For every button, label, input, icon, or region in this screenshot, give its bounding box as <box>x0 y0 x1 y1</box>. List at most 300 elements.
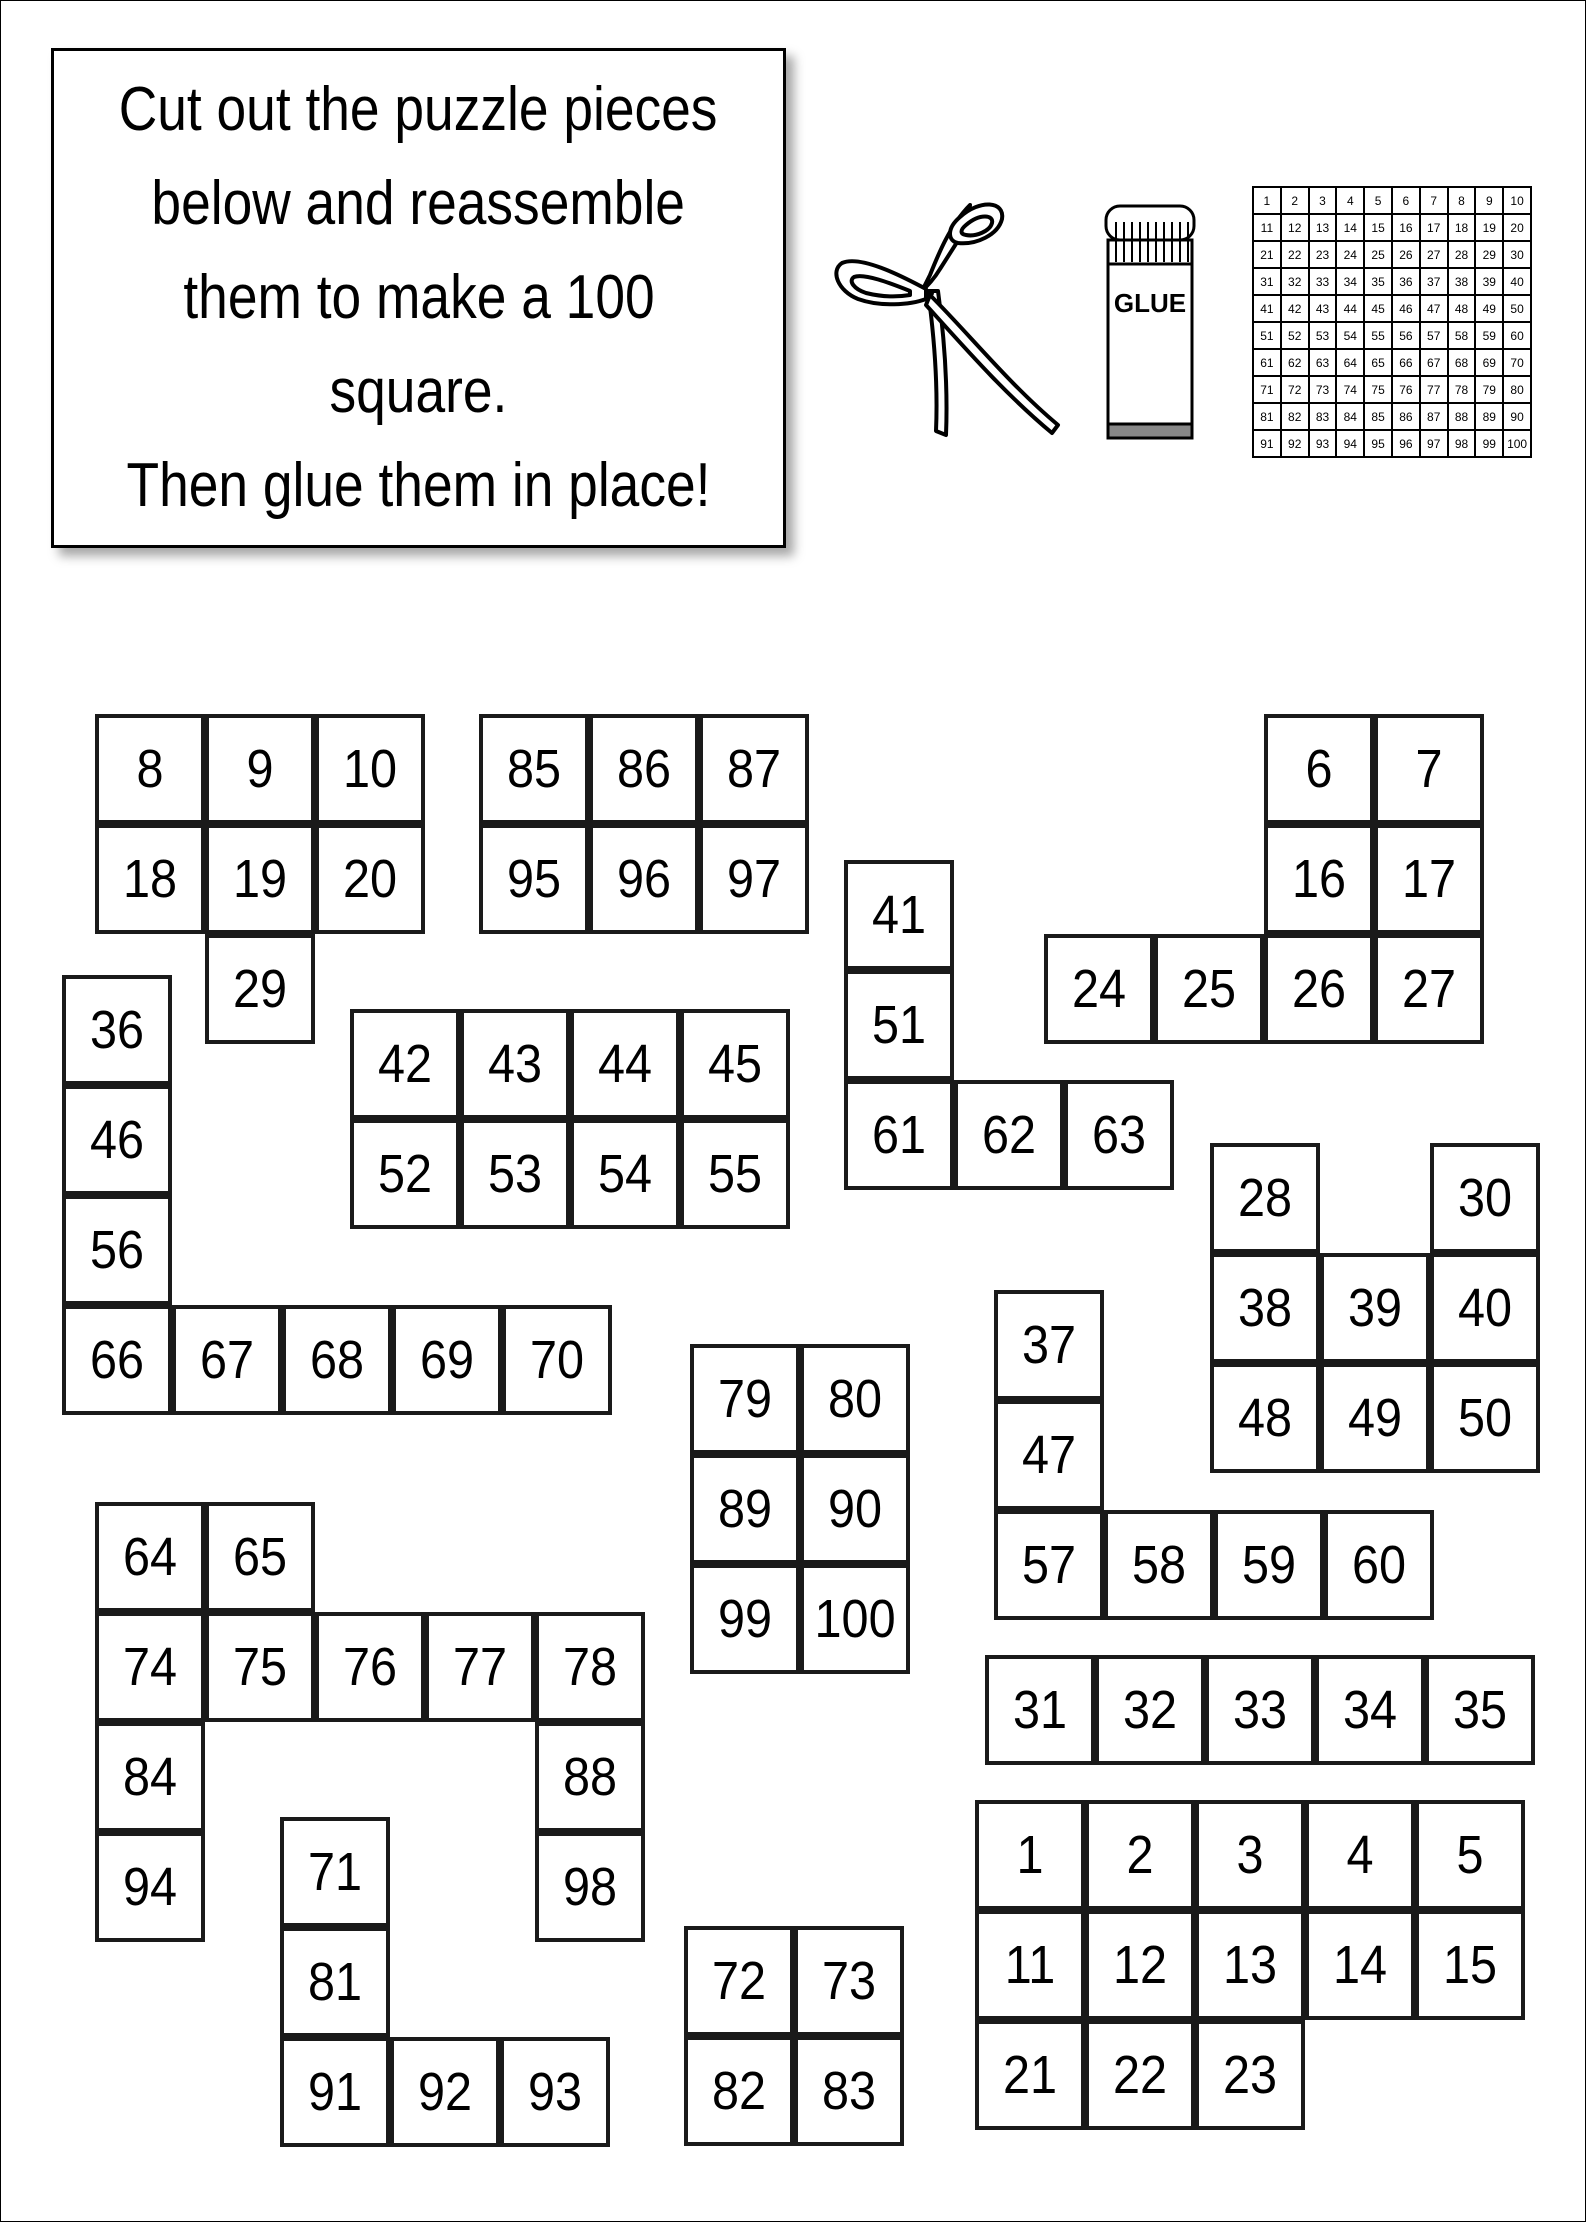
puzzle-cell <box>390 2037 500 2147</box>
mini-cell: 4 <box>1336 187 1364 214</box>
mini-cell: 83 <box>1309 403 1337 430</box>
puzzle-cell <box>690 1344 800 1454</box>
puzzle-cell <box>1195 2020 1305 2130</box>
puzzle-cell-number: 38 <box>1237 1278 1293 1338</box>
puzzle-cell-number: 97 <box>726 849 782 909</box>
puzzle-cell <box>800 1564 910 1674</box>
puzzle-cell-number: 77 <box>452 1637 508 1697</box>
puzzle-cell-number: 6 <box>1305 739 1333 799</box>
puzzle-cell <box>205 714 315 824</box>
puzzle-cell-number: 68 <box>309 1330 365 1390</box>
mini-cell: 16 <box>1392 214 1420 241</box>
puzzle-cell-number: 33 <box>1232 1680 1288 1740</box>
puzzle-cell <box>460 1119 570 1229</box>
puzzle-cell-number: 46 <box>89 1110 145 1170</box>
mini-cell: 62 <box>1281 349 1309 376</box>
mini-cell: 20 <box>1503 214 1531 241</box>
mini-cell: 59 <box>1475 322 1503 349</box>
puzzle-cell-number: 74 <box>122 1637 178 1697</box>
puzzle-cell <box>282 1305 392 1415</box>
puzzle-cell-number: 19 <box>232 849 288 909</box>
mini-cell: 10 <box>1503 187 1531 214</box>
puzzle-cell-number: 78 <box>562 1637 618 1697</box>
puzzle-cell <box>1195 1800 1305 1910</box>
mini-cell: 88 <box>1448 403 1476 430</box>
puzzle-cell <box>1315 1655 1425 1765</box>
puzzle-cell <box>1415 1910 1525 2020</box>
mini-cell: 94 <box>1336 430 1364 457</box>
mini-cell: 6 <box>1392 187 1420 214</box>
puzzle-cell-number: 27 <box>1401 959 1457 1019</box>
mini-cell: 5 <box>1364 187 1392 214</box>
puzzle-cell-number: 84 <box>122 1747 178 1807</box>
instruction-line: Cut out the puzzle pieces <box>119 75 718 144</box>
mini-cell: 66 <box>1392 349 1420 376</box>
mini-cell: 82 <box>1281 403 1309 430</box>
mini-cell: 38 <box>1448 268 1476 295</box>
puzzle-cell <box>280 1927 390 2037</box>
mini-cell: 90 <box>1503 403 1531 430</box>
mini-cell: 75 <box>1364 376 1392 403</box>
puzzle-cell-number: 86 <box>616 739 672 799</box>
mini-cell: 86 <box>1392 403 1420 430</box>
puzzle-cell <box>1195 1910 1305 2020</box>
puzzle-cell-number: 3 <box>1236 1825 1264 1885</box>
mini-cell: 84 <box>1336 403 1364 430</box>
mini-cell: 19 <box>1475 214 1503 241</box>
mini-cell: 27 <box>1420 241 1448 268</box>
puzzle-cell <box>699 824 809 934</box>
mini-cell: 91 <box>1253 430 1281 457</box>
puzzle-cell <box>1415 1800 1525 1910</box>
puzzle-cell <box>315 714 425 824</box>
puzzle-cell <box>975 2020 1085 2130</box>
mini-cell: 89 <box>1475 403 1503 430</box>
puzzle-cell <box>1064 1080 1174 1190</box>
scissors-icon <box>830 195 1070 455</box>
puzzle-cell-number: 30 <box>1457 1168 1513 1228</box>
mini-cell: 81 <box>1253 403 1281 430</box>
puzzle-cell-number: 44 <box>597 1034 653 1094</box>
puzzle-cell <box>1430 1253 1540 1363</box>
puzzle-cell <box>460 1009 570 1119</box>
mini-cell: 3 <box>1309 187 1337 214</box>
puzzle-cell <box>680 1009 790 1119</box>
mini-cell: 42 <box>1281 295 1309 322</box>
mini-cell: 14 <box>1336 214 1364 241</box>
puzzle-cell-number: 42 <box>377 1034 433 1094</box>
mini-cell: 63 <box>1309 349 1337 376</box>
puzzle-cell-number: 47 <box>1021 1425 1077 1485</box>
puzzle-cell-number: 25 <box>1181 959 1237 1019</box>
puzzle-cell-number: 17 <box>1401 849 1457 909</box>
mini-cell: 76 <box>1392 376 1420 403</box>
puzzle-cell <box>479 824 589 934</box>
puzzle-cell <box>680 1119 790 1229</box>
puzzle-cell-number: 45 <box>707 1034 763 1094</box>
mini-cell: 51 <box>1253 322 1281 349</box>
mini-cell: 31 <box>1253 268 1281 295</box>
puzzle-cell <box>392 1305 502 1415</box>
puzzle-cell <box>1320 1363 1430 1473</box>
puzzle-cell-number: 12 <box>1112 1935 1168 1995</box>
puzzle-cell <box>425 1612 535 1722</box>
puzzle-cell <box>500 2037 610 2147</box>
mini-cell: 72 <box>1281 376 1309 403</box>
puzzle-cell-number: 13 <box>1222 1935 1278 1995</box>
puzzle-cell <box>1085 1800 1195 1910</box>
puzzle-cell <box>1264 824 1374 934</box>
mini-cell: 32 <box>1281 268 1309 295</box>
puzzle-cell-number: 92 <box>417 2062 473 2122</box>
puzzle-cell <box>1085 1910 1195 2020</box>
mini-cell: 7 <box>1420 187 1448 214</box>
puzzle-cell-number: 59 <box>1241 1535 1297 1595</box>
puzzle-cell <box>62 975 172 1085</box>
puzzle-cell <box>280 1817 390 1927</box>
puzzle-cell <box>589 714 699 824</box>
puzzle-cell <box>1154 934 1264 1044</box>
puzzle-cell-number: 91 <box>307 2062 363 2122</box>
mini-cell: 71 <box>1253 376 1281 403</box>
puzzle-cell-number: 62 <box>981 1105 1037 1165</box>
puzzle-cell-number: 51 <box>871 995 927 1055</box>
puzzle-cell <box>844 860 954 970</box>
puzzle-cell <box>350 1119 460 1229</box>
puzzle-cell <box>172 1305 282 1415</box>
mini-cell: 95 <box>1364 430 1392 457</box>
puzzle-cell-number: 60 <box>1351 1535 1407 1595</box>
puzzle-cell <box>684 2036 794 2146</box>
puzzle-cell <box>794 2036 904 2146</box>
puzzle-cell <box>1085 2020 1195 2130</box>
puzzle-cell-number: 49 <box>1347 1388 1403 1448</box>
puzzle-cell <box>315 1612 425 1722</box>
puzzle-cell-number: 93 <box>527 2062 583 2122</box>
puzzle-cell-number: 2 <box>1126 1825 1154 1885</box>
puzzle-cell-number: 20 <box>342 849 398 909</box>
puzzle-cell-number: 1 <box>1016 1825 1044 1885</box>
puzzle-cell <box>1324 1510 1434 1620</box>
mini-cell: 45 <box>1364 295 1392 322</box>
puzzle-cell-number: 88 <box>562 1747 618 1807</box>
puzzle-cell <box>535 1832 645 1942</box>
mini-cell: 13 <box>1309 214 1337 241</box>
mini-cell: 69 <box>1475 349 1503 376</box>
puzzle-cell-number: 11 <box>1004 1935 1056 1995</box>
puzzle-cell <box>1264 934 1374 1044</box>
puzzle-cell-number: 34 <box>1342 1680 1398 1740</box>
puzzle-cell <box>62 1305 172 1415</box>
puzzle-cell-number: 87 <box>726 739 782 799</box>
puzzle-cell <box>502 1305 612 1415</box>
mini-cell: 56 <box>1392 322 1420 349</box>
puzzle-cell <box>1374 824 1484 934</box>
puzzle-cell-number: 32 <box>1122 1680 1178 1740</box>
puzzle-cell <box>1214 1510 1324 1620</box>
puzzle-cell-number: 50 <box>1457 1388 1513 1448</box>
puzzle-cell <box>535 1612 645 1722</box>
puzzle-cell-number: 41 <box>871 885 927 945</box>
puzzle-cell <box>690 1564 800 1674</box>
puzzle-cell <box>1320 1253 1430 1363</box>
puzzle-cell-number: 4 <box>1346 1825 1374 1885</box>
mini-cell: 85 <box>1364 403 1392 430</box>
mini-cell: 48 <box>1448 295 1476 322</box>
puzzle-cell-number: 36 <box>89 1000 145 1060</box>
puzzle-cell-number: 80 <box>827 1369 883 1429</box>
puzzle-cell-number: 72 <box>711 1951 767 2011</box>
mini-cell: 1 <box>1253 187 1281 214</box>
puzzle-cell <box>794 1926 904 2036</box>
puzzle-cell <box>1210 1363 1320 1473</box>
puzzle-cell-number: 98 <box>562 1857 618 1917</box>
puzzle-cell-number: 76 <box>342 1637 398 1697</box>
puzzle-cell <box>844 1080 954 1190</box>
mini-cell: 33 <box>1309 268 1337 295</box>
puzzle-cell-number: 81 <box>307 1952 363 2012</box>
puzzle-cell <box>1264 714 1374 824</box>
puzzle-cell-number: 8 <box>136 739 164 799</box>
puzzle-cell-number: 23 <box>1222 2045 1278 2105</box>
mini-cell: 36 <box>1392 268 1420 295</box>
mini-cell: 11 <box>1253 214 1281 241</box>
mini-cell: 12 <box>1281 214 1309 241</box>
puzzle-cell-number: 52 <box>377 1144 433 1204</box>
puzzle-cell <box>95 1722 205 1832</box>
puzzle-cell-number: 67 <box>199 1330 255 1390</box>
puzzle-cell <box>95 824 205 934</box>
puzzle-cell <box>570 1009 680 1119</box>
mini-cell: 8 <box>1448 187 1476 214</box>
puzzle-cell <box>62 1195 172 1305</box>
mini-cell: 30 <box>1503 241 1531 268</box>
mini-cell: 50 <box>1503 295 1531 322</box>
puzzle-cell-number: 15 <box>1442 1935 1498 1995</box>
puzzle-cell <box>1205 1655 1315 1765</box>
mini-cell: 39 <box>1475 268 1503 295</box>
mini-cell: 29 <box>1475 241 1503 268</box>
mini-cell: 68 <box>1448 349 1476 376</box>
mini-cell: 78 <box>1448 376 1476 403</box>
puzzle-cell <box>205 824 315 934</box>
mini-cell: 70 <box>1503 349 1531 376</box>
mini-cell: 15 <box>1364 214 1392 241</box>
puzzle-cell-number: 57 <box>1021 1535 1077 1595</box>
puzzle-cell <box>1425 1655 1535 1765</box>
puzzle-cell-number: 96 <box>616 849 672 909</box>
puzzle-cell <box>1374 714 1484 824</box>
puzzle-cell-number: 83 <box>821 2061 877 2121</box>
puzzle-cell <box>1104 1510 1214 1620</box>
puzzle-cell <box>479 714 589 824</box>
mini-cell: 41 <box>1253 295 1281 322</box>
mini-cell: 92 <box>1281 430 1309 457</box>
puzzle-cell <box>994 1510 1104 1620</box>
puzzle-cell-number: 99 <box>717 1589 773 1649</box>
puzzle-cell-number: 66 <box>89 1330 145 1390</box>
puzzle-cell-number: 69 <box>419 1330 475 1390</box>
puzzle-cell <box>62 1085 172 1195</box>
puzzle-cell <box>280 2037 390 2147</box>
puzzle-cell-number: 82 <box>711 2061 767 2121</box>
puzzle-cell-number: 21 <box>1002 2045 1058 2105</box>
puzzle-cell-number: 63 <box>1091 1105 1147 1165</box>
mini-cell: 77 <box>1420 376 1448 403</box>
puzzle-cell <box>315 824 425 934</box>
puzzle-cell <box>1374 934 1484 1044</box>
mini-cell: 98 <box>1448 430 1476 457</box>
puzzle-cell-number: 54 <box>597 1144 653 1204</box>
puzzle-cell-number: 65 <box>232 1527 288 1587</box>
puzzle-cell-number: 22 <box>1112 2045 1168 2105</box>
mini-cell: 79 <box>1475 376 1503 403</box>
puzzle-cell-number: 9 <box>246 739 274 799</box>
puzzle-cell <box>1210 1253 1320 1363</box>
puzzle-cell <box>350 1009 460 1119</box>
puzzle-cell <box>975 1800 1085 1910</box>
puzzle-cell-number: 35 <box>1452 1680 1508 1740</box>
puzzle-cell <box>994 1290 1104 1400</box>
puzzle-cell-number: 39 <box>1347 1278 1403 1338</box>
puzzle-cell <box>1305 1910 1415 2020</box>
mini-cell: 80 <box>1503 376 1531 403</box>
puzzle-cell-number: 56 <box>89 1220 145 1280</box>
puzzle-cell-number: 70 <box>529 1330 585 1390</box>
puzzle-cell-number: 100 <box>814 1589 896 1649</box>
mini-cell: 35 <box>1364 268 1392 295</box>
puzzle-cell <box>570 1119 680 1229</box>
mini-cell: 2 <box>1281 187 1309 214</box>
puzzle-cell-number: 43 <box>487 1034 543 1094</box>
puzzle-cell-number: 90 <box>827 1479 883 1539</box>
mini-cell: 99 <box>1475 430 1503 457</box>
mini-cell: 87 <box>1420 403 1448 430</box>
puzzle-cell-number: 71 <box>307 1842 363 1902</box>
puzzle-cell <box>95 714 205 824</box>
mini-cell: 24 <box>1336 241 1364 268</box>
puzzle-cell <box>95 1612 205 1722</box>
mini-cell: 26 <box>1392 241 1420 268</box>
mini-cell: 34 <box>1336 268 1364 295</box>
mini-cell: 17 <box>1420 214 1448 241</box>
instruction-line: square. <box>329 357 508 426</box>
mini-cell: 61 <box>1253 349 1281 376</box>
puzzle-cell <box>205 1502 315 1612</box>
puzzle-cell <box>1044 934 1154 1044</box>
mini-cell: 100 <box>1503 430 1531 457</box>
mini-cell: 55 <box>1364 322 1392 349</box>
puzzle-cell-number: 58 <box>1131 1535 1187 1595</box>
mini-cell: 54 <box>1336 322 1364 349</box>
puzzle-cell-number: 10 <box>342 739 398 799</box>
puzzle-cell-number: 29 <box>232 959 288 1019</box>
mini-cell: 93 <box>1309 430 1337 457</box>
puzzle-cell <box>1210 1143 1320 1253</box>
mini-cell: 28 <box>1448 241 1476 268</box>
puzzle-cell-number: 64 <box>122 1527 178 1587</box>
puzzle-cell <box>800 1344 910 1454</box>
puzzle-cell-number: 85 <box>506 739 562 799</box>
puzzle-cell-number: 7 <box>1415 739 1443 799</box>
mini-cell: 64 <box>1336 349 1364 376</box>
puzzle-cell-number: 48 <box>1237 1388 1293 1448</box>
mini-cell: 22 <box>1281 241 1309 268</box>
puzzle-cell-number: 55 <box>707 1144 763 1204</box>
puzzle-cell <box>844 970 954 1080</box>
hundred-square-reference <box>1252 186 1532 458</box>
mini-cell: 67 <box>1420 349 1448 376</box>
mini-cell: 96 <box>1392 430 1420 457</box>
mini-cell: 60 <box>1503 322 1531 349</box>
puzzle-cell <box>800 1454 910 1564</box>
puzzle-cell-number: 79 <box>717 1369 773 1429</box>
puzzle-cell <box>535 1722 645 1832</box>
puzzle-cell-number: 73 <box>821 1951 877 2011</box>
puzzle-cell-number: 89 <box>717 1479 773 1539</box>
mini-cell: 9 <box>1475 187 1503 214</box>
puzzle-cell-number: 53 <box>487 1144 543 1204</box>
puzzle-cell <box>690 1454 800 1564</box>
puzzle-cell <box>699 714 809 824</box>
mini-cell: 57 <box>1420 322 1448 349</box>
mini-cell: 44 <box>1336 295 1364 322</box>
puzzle-cell-number: 16 <box>1291 849 1347 909</box>
puzzle-cell <box>205 1612 315 1722</box>
puzzle-cell-number: 94 <box>122 1857 178 1917</box>
mini-cell: 73 <box>1309 376 1337 403</box>
instruction-line: below and reassemble <box>151 169 686 238</box>
mini-cell: 21 <box>1253 241 1281 268</box>
mini-cell: 37 <box>1420 268 1448 295</box>
mini-cell: 52 <box>1281 322 1309 349</box>
puzzle-cell-number: 31 <box>1012 1680 1068 1740</box>
mini-cell: 25 <box>1364 241 1392 268</box>
mini-cell: 18 <box>1448 214 1476 241</box>
puzzle-cell-number: 40 <box>1457 1278 1513 1338</box>
puzzle-cell <box>684 1926 794 2036</box>
mini-cell: 46 <box>1392 295 1420 322</box>
puzzle-cell-number: 18 <box>122 849 178 909</box>
puzzle-cell-number: 5 <box>1456 1825 1484 1885</box>
puzzle-cell <box>1305 1800 1415 1910</box>
puzzle-cell <box>994 1400 1104 1510</box>
puzzle-cell <box>589 824 699 934</box>
mini-cell: 49 <box>1475 295 1503 322</box>
mini-cell: 65 <box>1364 349 1392 376</box>
puzzle-cell-number: 14 <box>1332 1935 1388 1995</box>
puzzle-cell-number: 28 <box>1237 1168 1293 1228</box>
mini-cell: 40 <box>1503 268 1531 295</box>
glue-stick-icon <box>1100 200 1200 445</box>
mini-cell: 74 <box>1336 376 1364 403</box>
instruction-line: them to make a 100 <box>182 263 655 332</box>
puzzle-cell-number: 26 <box>1291 959 1347 1019</box>
puzzle-cell-number: 61 <box>871 1105 927 1165</box>
puzzle-cell <box>1095 1655 1205 1765</box>
puzzle-cell <box>1430 1363 1540 1473</box>
puzzle-cell <box>1430 1143 1540 1253</box>
mini-cell: 23 <box>1309 241 1337 268</box>
puzzle-cell-number: 75 <box>232 1637 288 1697</box>
mini-cell: 47 <box>1420 295 1448 322</box>
puzzle-cell <box>205 934 315 1044</box>
mini-cell: 97 <box>1420 430 1448 457</box>
mini-cell: 53 <box>1309 322 1337 349</box>
puzzle-cell <box>975 1910 1085 2020</box>
mini-cell: 58 <box>1448 322 1476 349</box>
glue-label: GLUE <box>1113 288 1187 318</box>
